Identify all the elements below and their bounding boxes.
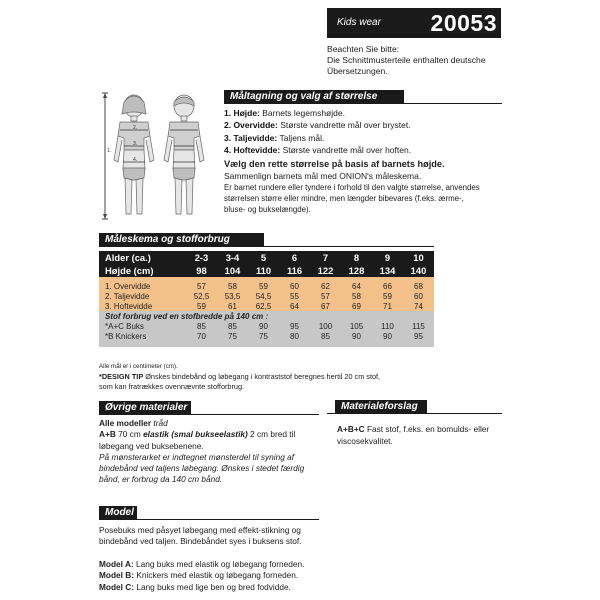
measure-item-hip: 4. Hoftevidde: Største vandrette mål over hoften. (224, 145, 412, 156)
table-row-label: *B Knickers (99, 331, 186, 341)
table-cell: 70 (186, 331, 217, 341)
table-row-age (99, 251, 434, 264)
measurement-instructions (224, 107, 480, 215)
materials-ab: A+B 70 cm elastik (smal bukseelastik) 2 cm bred til (99, 429, 296, 440)
model-item-a: Model A: Lang buks med elastik og løbegang forneden. (99, 558, 305, 569)
height-cell: 122 (310, 264, 341, 277)
unit-note: Alle mål er i centimeter (cm). (99, 363, 178, 370)
table-row-waist (99, 291, 434, 301)
age-cell: 5 (248, 251, 279, 264)
model-description: bindebånd ved taljen. Bindebåndet syes i buksens stof. (99, 536, 302, 547)
materials-note: bånd, er forbrug da 140 cm bånd. (99, 474, 223, 485)
table-cell: 75 (217, 331, 248, 341)
section-rule (264, 246, 434, 247)
table-cell: 60 (279, 281, 310, 291)
table-cell: 53,5 (217, 291, 248, 301)
figure-label-height: 1. (107, 148, 112, 154)
age-cell: 8 (341, 251, 372, 264)
table-cell: 64 (279, 301, 310, 311)
size-chart-table (99, 251, 434, 347)
model-item-c: Model C: Lang buks med lige ben og bred fodvidde. (99, 581, 291, 592)
table-cell: 68 (403, 281, 434, 291)
table-cell: 54,5 (248, 291, 279, 301)
section-header-model: Model (99, 506, 137, 520)
table-row-fabric-b (99, 331, 434, 341)
table-cell: 67 (310, 301, 341, 311)
measure-item-height: 1. Højde: Barnets legemshøjde. (224, 108, 345, 118)
table-row-label: 2. Taljevidde (99, 291, 186, 301)
table-cell: 90 (341, 331, 372, 341)
measurement-figure-illustration (100, 90, 223, 226)
materials-note: bindebånd ved taljens løbegang. Ønskes i stedet færdig (99, 463, 305, 474)
materials-note: På mønsterarket er indtegnet mønsterdel til syning af (99, 451, 295, 462)
adjust-text: størrelsen større eller mindre, men længder bibevares (f.eks. ærme-, (224, 194, 464, 204)
table-notes (99, 362, 429, 392)
age-cell: 10 (403, 251, 434, 264)
section-rule (137, 519, 319, 520)
table-row-height (99, 264, 434, 277)
materials-text (99, 418, 319, 486)
category-label: Kids wear (337, 17, 381, 28)
table-cell: 69 (341, 301, 372, 311)
table-row-label: Alder (ca.) (99, 251, 186, 264)
suggestion-line: viscosekvalitet. (337, 435, 393, 446)
table-cell: 85 (310, 331, 341, 341)
section-header-size-chart: Måleskema og stofforbrug (99, 233, 264, 247)
table-cell: 59 (248, 281, 279, 291)
table-cell: 74 (403, 301, 434, 311)
age-cell: 2-3 (186, 251, 217, 264)
model-description: Posebuks med påsyet løbegang med effekt-stikning og (99, 525, 301, 535)
table-cell: 95 (279, 321, 310, 331)
section-rule (327, 413, 335, 414)
measure-item-chest: 2. Overvidde: Største vandrette mål over brystet. (224, 120, 411, 131)
pattern-number: 20053 (430, 10, 497, 36)
design-tip-line2: som kan fratrækkes ovennævnte stofforbrug. (99, 382, 245, 391)
height-cell: 110 (248, 264, 279, 277)
age-cell: 3-4 (217, 251, 248, 264)
height-cell: 140 (403, 264, 434, 277)
header-bar (327, 8, 501, 38)
table-cell: 60 (403, 291, 434, 301)
height-cell: 104 (217, 264, 248, 277)
suggestion-text (337, 424, 502, 447)
height-cell: 116 (279, 264, 310, 277)
language-notice (327, 44, 537, 77)
table-cell: 57 (186, 281, 217, 291)
table-cell: 75 (248, 331, 279, 341)
table-cell: 71 (372, 301, 403, 311)
age-cell: 7 (310, 251, 341, 264)
age-cell: 6 (279, 251, 310, 264)
figure-label-chest: 2. (133, 125, 138, 131)
fabric-usage-title: Stof forbrug ved en stofbredde på 140 cm : (99, 311, 434, 321)
table-cell: 85 (186, 321, 217, 331)
table-cell: 100 (310, 321, 341, 331)
table-row-label: 3. Hoftevidde (99, 301, 186, 311)
table-cell: 61 (217, 301, 248, 311)
age-cell: 9 (372, 251, 403, 264)
notice-line: Beachten Sie bitte: (327, 44, 400, 54)
section-header-measuring: Måltagning og valg af størrelse (224, 90, 404, 104)
adjust-text: Er barnet rundere eller tyndere i forhold til den valgte størrelse, anvendes (224, 183, 480, 193)
table-cell: 110 (372, 321, 403, 331)
model-text (99, 525, 319, 593)
table-cell: 95 (403, 331, 434, 341)
suggestion-line: A+B+C Fast stof, f.eks. en bomulds- eller (337, 424, 490, 434)
table-row-fabric-title (99, 311, 434, 321)
figure-label-hip: 4. (133, 157, 138, 163)
table-cell: 90 (372, 331, 403, 341)
table-row-label: 1. Overvidde (99, 281, 186, 291)
table-cell: 59 (372, 291, 403, 301)
table-cell: 105 (341, 321, 372, 331)
table-cell: 66 (372, 281, 403, 291)
table-row-label: Højde (cm) (99, 264, 186, 277)
table-row-fabric-ac (99, 321, 434, 331)
section-header-suggestion: Materialeforslag (335, 400, 427, 414)
table-cell: 57 (310, 291, 341, 301)
adjust-text: bluse- og bukselængde). (224, 205, 311, 215)
table-cell: 85 (217, 321, 248, 331)
notice-line: Die Schnittmusterteile enthalten deutsche (327, 55, 486, 65)
table-cell: 115 (403, 321, 434, 331)
table-cell: 58 (217, 281, 248, 291)
height-cell: 98 (186, 264, 217, 277)
compare-text: Sammenlign barnets mål med ONION's måleskema. (224, 171, 422, 182)
design-tip: *DESIGN TIP Ønskes bindebånd og løbegang i kontraststof beregnes hertil 20 cm stof, (99, 372, 381, 381)
materials-all-models: Alle modeller tråd (99, 418, 168, 428)
height-cell: 128 (341, 264, 372, 277)
section-rule (427, 413, 502, 414)
table-cell: 90 (248, 321, 279, 331)
table-cell: 64 (341, 281, 372, 291)
figure-label-waist: 3. (133, 141, 138, 147)
notice-line: Übersetzungen. (327, 66, 388, 76)
section-rule (191, 414, 319, 415)
measure-item-waist: 3. Taljevidde: Taljens mål. (224, 132, 325, 143)
materials-ab-line2: løbegang ved buksebenene. (99, 440, 204, 451)
table-spacer (99, 342, 434, 347)
table-cell: 62,5 (248, 301, 279, 311)
table-cell: 59 (186, 301, 217, 311)
table-row-chest (99, 281, 434, 291)
table-cell: 55 (279, 291, 310, 301)
table-cell: 52,5 (186, 291, 217, 301)
size-choice-instruction: Vælg den rette størrelse på basis af barnets højde. (224, 158, 445, 169)
table-row-hip (99, 301, 434, 311)
table-cell: 58 (341, 291, 372, 301)
height-cell: 134 (372, 264, 403, 277)
table-cell: 62 (310, 281, 341, 291)
section-header-materials: Øvrige materialer (99, 401, 191, 415)
table-row-label: *A+C Buks (99, 321, 186, 331)
model-item-b: Model B: Knickers med elastik og løbegang forneden. (99, 570, 299, 581)
section-rule (404, 103, 502, 104)
table-cell: 80 (279, 331, 310, 341)
